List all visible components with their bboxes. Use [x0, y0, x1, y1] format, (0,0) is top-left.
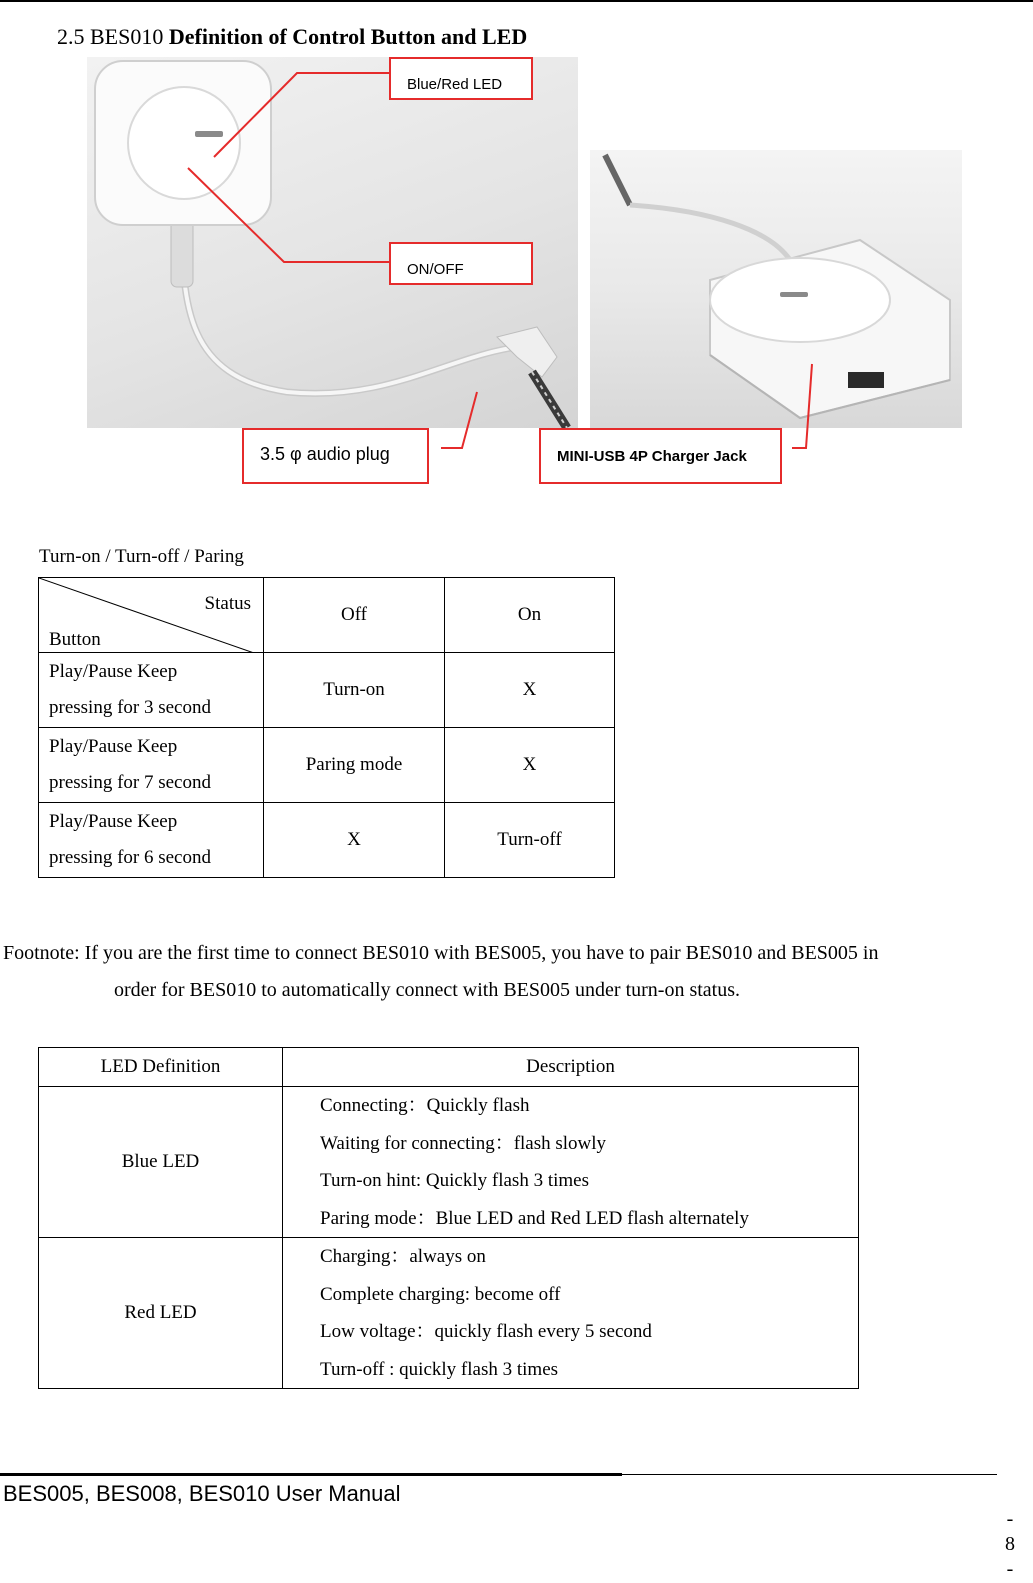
button-action — [39, 653, 264, 728]
callout-label: Blue/Red LED — [407, 76, 503, 93]
corner-cell — [39, 578, 264, 653]
footer-rule — [0, 1473, 622, 1476]
callout-label: MINI-USB 4P Charger Jack — [557, 448, 747, 465]
off-state: Paring mode — [264, 728, 445, 803]
table-row — [39, 1087, 859, 1238]
off-state: X — [264, 803, 445, 878]
description-line: Turn-off : quickly flash 3 times — [320, 1358, 559, 1380]
table-header-row — [39, 1048, 859, 1087]
footer-title: BES005, BES008, BES010 User Manual — [3, 1481, 401, 1506]
action-line: pressing for 7 second — [49, 772, 211, 793]
header-on: On — [445, 578, 615, 653]
page-number-part: - — [1006, 1558, 1014, 1580]
description-line: Charging：always on — [320, 1246, 486, 1267]
button-status-table — [38, 577, 615, 878]
description-line: Low voltage：quickly flash every 5 second — [320, 1321, 652, 1342]
led-definition-table — [38, 1047, 859, 1389]
section-heading — [57, 24, 527, 50]
action-line: pressing for 6 second — [49, 847, 211, 868]
on-state: X — [445, 653, 615, 728]
led-description — [283, 1238, 859, 1389]
footnote-line-2: order for BES010 to automatically connect with BES005 under turn-on status. — [114, 979, 740, 1001]
table-row — [39, 728, 615, 803]
top-rule — [0, 0, 1033, 2]
description-line: Connecting：Quickly flash — [320, 1095, 530, 1116]
on-state: X — [445, 728, 615, 803]
page-number — [1003, 1507, 1017, 1582]
footer-rule-thin — [622, 1474, 997, 1475]
table-row — [39, 653, 615, 728]
table-header-row — [39, 578, 615, 653]
callout-label: ON/OFF — [407, 261, 464, 278]
action-line: Play/Pause Keep — [49, 736, 178, 757]
callout-label: 3.5 φ audio plug — [260, 444, 390, 464]
heading-number: 2.5 BES010 — [57, 24, 169, 49]
page-number-part: 8 — [1005, 1533, 1015, 1555]
on-state: Turn-off — [445, 803, 615, 878]
led-name: Red LED — [39, 1238, 283, 1389]
description-line: Complete charging: become off — [320, 1283, 561, 1305]
description-line: Paring mode：Blue LED and Red LED flash alternately — [320, 1207, 749, 1229]
action-line: pressing for 3 second — [49, 697, 211, 718]
off-state: Turn-on — [264, 653, 445, 728]
audio-plug-callout — [242, 428, 429, 484]
button-label: Button — [49, 629, 101, 650]
action-line: Play/Pause Keep — [49, 811, 178, 832]
table-row — [39, 803, 615, 878]
footnote-line-1: Footnote: If you are the first time to connect BES010 with BES005, you have to pair BES010 and BES005 in — [3, 942, 879, 964]
blue-red-led-callout — [389, 57, 533, 100]
description-line: Waiting for connecting：flash slowly — [320, 1132, 607, 1154]
on-off-callout — [389, 242, 533, 285]
table-row — [39, 1238, 859, 1389]
led-name: Blue LED — [39, 1087, 283, 1238]
heading-title: Definition of Control Button and LED — [168, 24, 528, 49]
page-number-part: - — [1006, 1508, 1014, 1530]
status-label: Status — [204, 593, 251, 614]
subsection-title: Turn-on / Turn-off / Paring — [39, 546, 244, 567]
header-off: Off — [264, 578, 445, 653]
led-description — [283, 1087, 859, 1238]
description-line: Turn-on hint: Quickly flash 3 times — [320, 1170, 589, 1191]
header-description: Description — [283, 1048, 859, 1087]
action-line: Play/Pause Keep — [49, 661, 178, 682]
button-action — [39, 728, 264, 803]
device-side-photo — [590, 150, 962, 428]
usb-jack-callout — [539, 428, 782, 484]
button-action — [39, 803, 264, 878]
header-led-definition: LED Definition — [39, 1048, 283, 1087]
